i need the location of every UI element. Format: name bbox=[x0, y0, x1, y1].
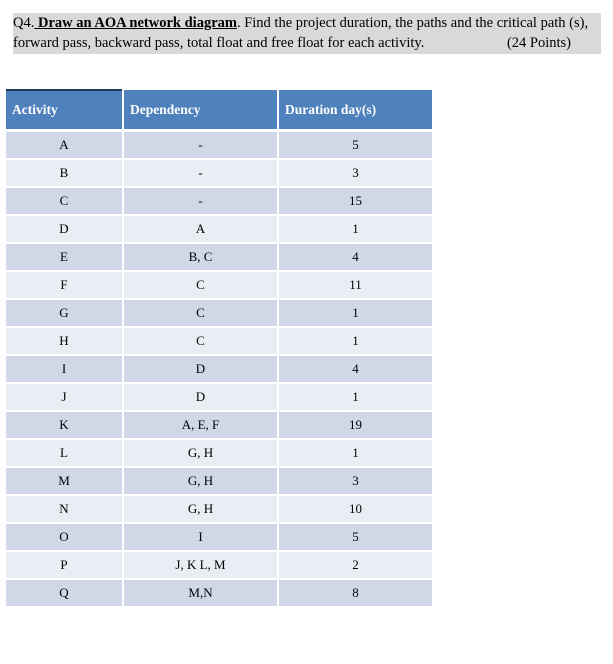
table-row bbox=[6, 551, 433, 579]
cell-dependency: G, H bbox=[123, 495, 278, 523]
header-duration: Duration day(s) bbox=[278, 90, 433, 131]
cell-activity: B bbox=[6, 159, 123, 187]
cell-dependency: - bbox=[123, 131, 278, 160]
table-row bbox=[6, 327, 433, 355]
cell-duration: 4 bbox=[278, 355, 433, 383]
table-header-row bbox=[6, 90, 433, 131]
cell-activity: H bbox=[6, 327, 123, 355]
table-row bbox=[6, 579, 433, 607]
cell-activity: E bbox=[6, 243, 123, 271]
table-row bbox=[6, 131, 433, 160]
table-row bbox=[6, 271, 433, 299]
cell-duration: 11 bbox=[278, 271, 433, 299]
cell-dependency: - bbox=[123, 187, 278, 215]
question-number: Q4. bbox=[13, 15, 35, 31]
cell-activity: O bbox=[6, 523, 123, 551]
cell-dependency: G, H bbox=[123, 467, 278, 495]
cell-dependency: C bbox=[123, 299, 278, 327]
cell-duration: 10 bbox=[278, 495, 433, 523]
table-row bbox=[6, 439, 433, 467]
cell-dependency: C bbox=[123, 271, 278, 299]
cell-duration: 3 bbox=[278, 159, 433, 187]
cell-dependency: I bbox=[123, 523, 278, 551]
question-title: Draw an AOA network diagram bbox=[34, 15, 237, 31]
cell-duration: 8 bbox=[278, 579, 433, 607]
question-line1-rest: . Find the project duration, the paths and the critical path (s), bbox=[236, 15, 589, 31]
cell-duration: 5 bbox=[278, 131, 433, 160]
cell-dependency: A, E, F bbox=[123, 411, 278, 439]
activity-table bbox=[6, 89, 434, 608]
cell-dependency: A bbox=[123, 215, 278, 243]
table-body bbox=[6, 131, 433, 608]
table-row bbox=[6, 187, 433, 215]
table-row bbox=[6, 159, 433, 187]
table-row bbox=[6, 243, 433, 271]
cell-dependency: C bbox=[123, 327, 278, 355]
cell-duration: 2 bbox=[278, 551, 433, 579]
cell-activity: C bbox=[6, 187, 123, 215]
cell-duration: 1 bbox=[278, 383, 433, 411]
cell-duration: 4 bbox=[278, 243, 433, 271]
cell-activity: G bbox=[6, 299, 123, 327]
cell-activity: L bbox=[6, 439, 123, 467]
cell-dependency: - bbox=[123, 159, 278, 187]
table-row bbox=[6, 467, 433, 495]
cell-activity: N bbox=[6, 495, 123, 523]
table-row bbox=[6, 215, 433, 243]
cell-duration: 19 bbox=[278, 411, 433, 439]
cell-activity: Q bbox=[6, 579, 123, 607]
table-row bbox=[6, 523, 433, 551]
cell-duration: 1 bbox=[278, 439, 433, 467]
question-line-2 bbox=[13, 33, 601, 53]
cell-activity: J bbox=[6, 383, 123, 411]
cell-dependency: B, C bbox=[123, 243, 278, 271]
cell-activity: D bbox=[6, 215, 123, 243]
question-line2-text: forward pass, backward pass, total float and free float for each activity. bbox=[13, 35, 425, 51]
table-row bbox=[6, 355, 433, 383]
cell-dependency: M,N bbox=[123, 579, 278, 607]
header-activity: Activity bbox=[6, 90, 123, 131]
table-row bbox=[6, 411, 433, 439]
cell-duration: 3 bbox=[278, 467, 433, 495]
cell-duration: 1 bbox=[278, 327, 433, 355]
cell-duration: 1 bbox=[278, 299, 433, 327]
question-line-1 bbox=[13, 13, 601, 33]
cell-activity: P bbox=[6, 551, 123, 579]
question-block bbox=[13, 13, 601, 54]
cell-activity: F bbox=[6, 271, 123, 299]
cell-activity: K bbox=[6, 411, 123, 439]
cell-activity: I bbox=[6, 355, 123, 383]
cell-dependency: J, K L, M bbox=[123, 551, 278, 579]
table-row bbox=[6, 495, 433, 523]
cell-activity: M bbox=[6, 467, 123, 495]
cell-duration: 1 bbox=[278, 215, 433, 243]
header-dependency: Dependency bbox=[123, 90, 278, 131]
cell-activity: A bbox=[6, 131, 123, 160]
question-points: (24 Points) bbox=[506, 35, 571, 51]
cell-dependency: D bbox=[123, 355, 278, 383]
cell-dependency: G, H bbox=[123, 439, 278, 467]
cell-duration: 5 bbox=[278, 523, 433, 551]
cell-dependency: D bbox=[123, 383, 278, 411]
cell-duration: 15 bbox=[278, 187, 433, 215]
table-row bbox=[6, 383, 433, 411]
table-row bbox=[6, 299, 433, 327]
